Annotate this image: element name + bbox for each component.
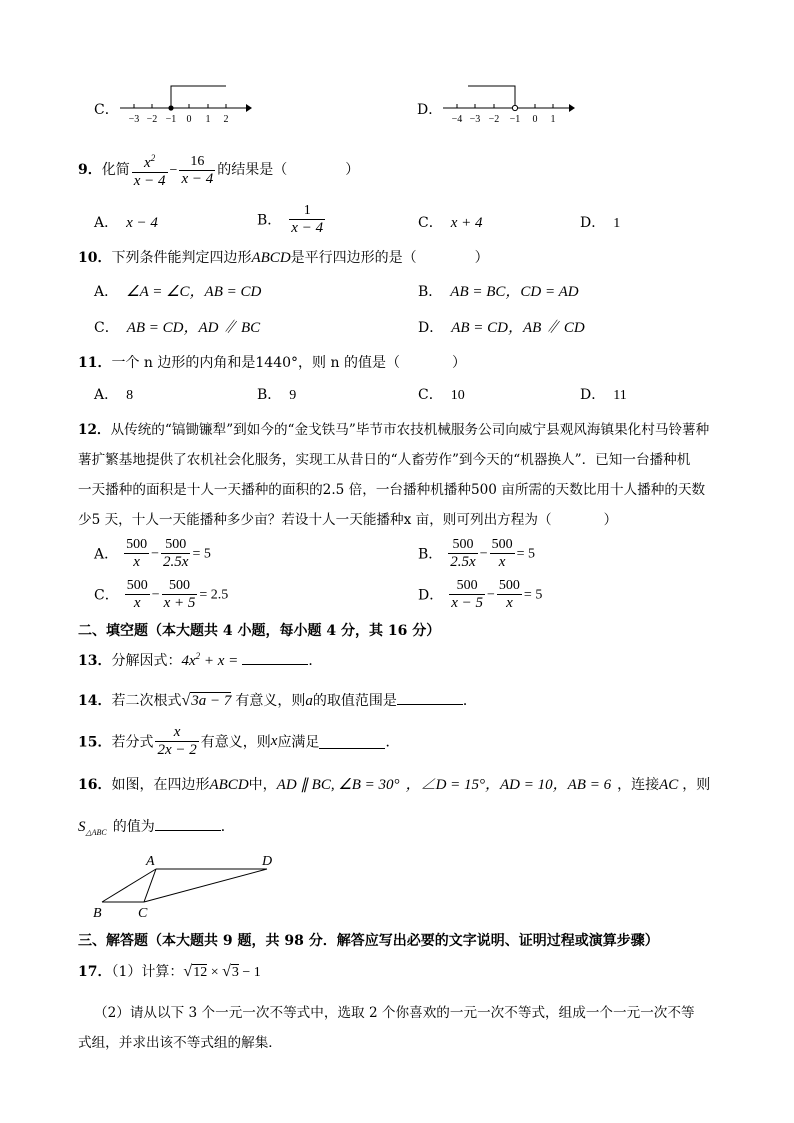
q11-option-b[interactable]: B． 9: [257, 387, 297, 403]
number-line-d: [441, 82, 576, 124]
q8-option-d-label: D．: [417, 102, 443, 118]
question-number: 16．: [78, 777, 112, 793]
question-11: 11．一个 n 边形的内角和是1440°，则 n 的值是（ ）: [78, 355, 466, 371]
question-number: 15．: [78, 734, 112, 751]
answer-blank[interactable]: [155, 816, 221, 831]
answer-blank[interactable]: [242, 650, 308, 665]
question-14: 14．若二次根式√3a − 7 有意义，则a的取值范围是 ．: [78, 692, 477, 709]
question-number: 13．: [78, 653, 112, 669]
q11-option-a[interactable]: A． 8: [94, 387, 134, 403]
question-12: 12．从传统的“镐锄镰犁”到如今的“金戈铁马”毕节市农技机械服务公司向威宁县观风海镇果化村马铃薯种 薯扩繁基地提供了农机社会化服务，实现工从昔日的“人畜劳作”到今天的“机器换人”．已知一台播种机 一天播种的面积是十人一天播种的面积的2.5 倍，一台播种机播种500 亩所需的天数比用十人播种的天数 少5 天，十人一天能播种多少亩？若设十人一天能播种x 亩，则可列出方程为（ ）: [78, 422, 710, 528]
question-number: 10．: [78, 250, 112, 266]
question-9: 9．化简 $\frac{x^2}{x - 4}$ − $\frac{16}{x - 4}$ 的结果是（ ）: [78, 150, 359, 190]
fraction: $\frac{16}{x - 4}$: [181, 153, 214, 187]
q9-option-b[interactable]: B． $\frac{1}{x - 4}$: [257, 203, 324, 236]
fraction: $\frac{x^2}{x - 4}$: [132, 150, 168, 190]
q10-option-d[interactable]: D． AB = CD，AB ∥ CD: [418, 320, 585, 336]
question-17: 17．（1）计算：√12 × √3 − 1: [78, 963, 261, 980]
tick-label: −1: [165, 114, 177, 124]
question-number: 12．: [78, 422, 111, 438]
question-15: 15．若分式 $\frac{x}{2x - 2}$ 有意义，则x应满足 ．: [78, 724, 400, 758]
quadrilateral-figure: [88, 850, 288, 922]
question-number: 17．: [78, 964, 112, 980]
q9-option-c[interactable]: C． x + 4: [418, 215, 483, 231]
question-text: 的结果是（: [217, 162, 288, 178]
vertex-label-c: C: [138, 906, 148, 921]
question-17-part2-cont: 式组，并求出该不等式组的解集．: [78, 1035, 282, 1051]
q12-option-b[interactable]: B． $\frac{500}{2.5x}$ − $\frac{500}{x}$ = 5: [418, 537, 536, 570]
section-heading: 二、填空题（本大题共 4 小题，每小题 4 分，其 16 分）: [78, 623, 441, 639]
tick-label: 0: [532, 114, 538, 124]
q12-option-d[interactable]: D． $\frac{500}{x - 5}$ − $\frac{500}{x}$ = 5: [418, 578, 543, 611]
q8-option-c-label: C．: [94, 102, 119, 118]
tick-label: 2: [223, 114, 229, 124]
q10-option-b[interactable]: B． AB = BC，CD = AD: [418, 284, 579, 300]
question-number: 14．: [78, 693, 112, 709]
tick-label: 0: [186, 114, 192, 124]
tick-label: −2: [146, 114, 158, 124]
vertex-label-b: B: [93, 906, 102, 921]
tick-label: −2: [488, 114, 500, 124]
q9-option-a[interactable]: A． x − 4: [94, 215, 158, 231]
question-number: 9．: [78, 162, 102, 178]
q10-option-a[interactable]: A． ∠A = ∠C，AB = CD: [94, 284, 262, 300]
answer-blank[interactable]: [397, 690, 463, 705]
tick-label: 1: [205, 114, 211, 124]
q12-option-c[interactable]: C． $\frac{500}{x}$ − $\frac{500}{x + 5}$ = 2.5: [94, 578, 229, 611]
tick-label: 1: [550, 114, 556, 124]
question-16-line2: $S_{\triangle ABC}$ 的值为 ．: [78, 816, 235, 837]
q10-option-c[interactable]: C． AB = CD，AD ∥ BC: [94, 320, 261, 336]
answer-blank[interactable]: [319, 734, 385, 749]
q9-option-d[interactable]: D． 1: [580, 215, 621, 231]
tick-label: −4: [451, 114, 463, 124]
question-number: 11．: [78, 355, 112, 371]
number-line-c: [118, 82, 253, 124]
q11-option-c[interactable]: C． 10: [418, 387, 465, 403]
tick-label: −1: [509, 114, 521, 124]
question-10: 10．下列条件能判定四边形ABCD是平行四边形的是（ ）: [78, 250, 489, 266]
tick-label: −3: [128, 114, 140, 124]
q12-option-a[interactable]: A． $\frac{500}{x}$ − $\frac{500}{2.5x}$ = 5: [94, 537, 211, 570]
question-text: 化简: [101, 162, 130, 178]
question-16: 16．如图，在四边形ABCD中，AD ∥ BC, ∠B = 30° ，∠D = 15°，AD = 10，AB = 6 ，连接AC ，则: [78, 777, 711, 793]
vertex-label-a: A: [146, 854, 155, 869]
question-17-part2: （2）请从以下 3 个一元一次不等式中，选取 2 个你喜欢的一元一次不等式，组成一个一元一次不等: [94, 1005, 695, 1021]
q11-option-d[interactable]: D． 11: [580, 387, 627, 403]
close-paren: ）: [345, 162, 360, 178]
question-13: 13．分解因式：$4x^2 + x$ = ．: [78, 651, 323, 669]
tick-label: −3: [469, 114, 481, 124]
section-heading: 三、解答题（本大题共 9 题，共 98 分．解答应写出必要的文字说明、证明过程或演算步骤）: [78, 933, 659, 949]
vertex-label-d: D: [262, 854, 273, 869]
